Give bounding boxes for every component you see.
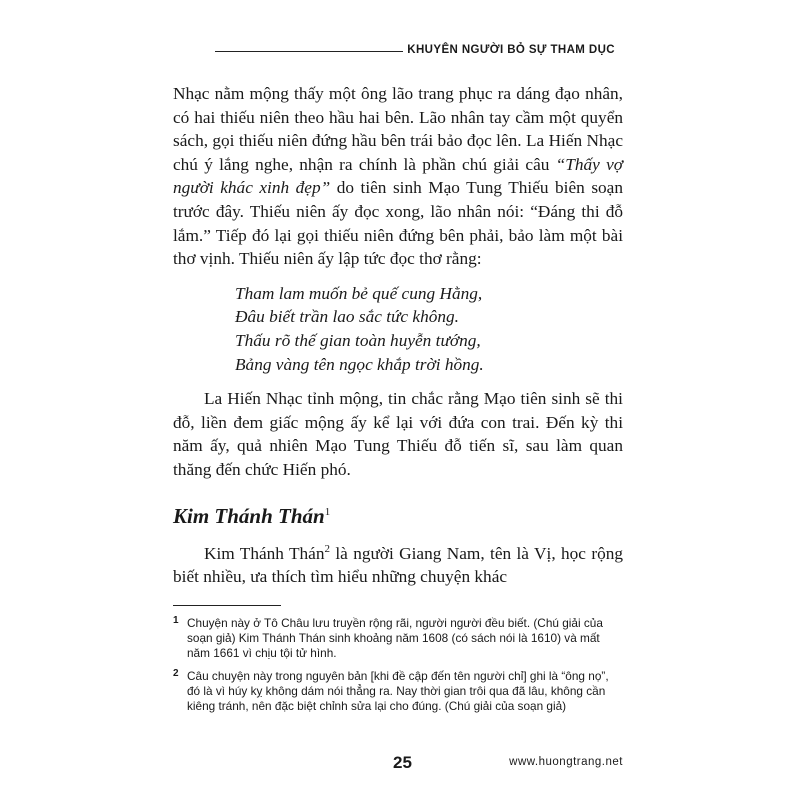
footnote-ref-2[interactable]: 2 bbox=[324, 542, 330, 555]
poem-line: Thấu rõ thế gian toàn huyễn tướng, bbox=[235, 330, 481, 350]
paragraph-1-end: do tiên sinh Mạo Tung Thiếu biên soạn trước đây. Thiếu niên ấy đọc xong, lão nhân nói: “Đáng thi đỗ lắm.” Tiếp đó lại gọi thiếu niên đứng bên phải, bảo làm một bài thơ vịnh. Thiếu niên ấy lập tức đọc thơ rằng: bbox=[173, 178, 623, 269]
paragraph-3-start: Kim Thánh Thán bbox=[204, 543, 325, 563]
poem-line: Bảng vàng tên ngọc khắp trời hồng. bbox=[235, 354, 484, 374]
site-url[interactable]: www.huongtrang.net bbox=[509, 756, 623, 768]
poem-line: Đâu biết trần lao sắc tức không. bbox=[235, 307, 459, 327]
running-header bbox=[215, 36, 615, 56]
paragraph-2: La Hiến Nhạc tỉnh mộng, tin chắc rằng Mạo tiên sinh sẽ thi đỗ, liền đem giấc mộng ấy kể lại với đứa con trai. Đến kỳ thi năm ấy, quả nhiên Mạo Tung Thiếu đỗ tiến sĩ, sau làm quan thăng đến chức Hiến phó. bbox=[173, 389, 623, 479]
footnote-number: 1 bbox=[173, 615, 179, 626]
footnote-text: Câu chuyện này trong nguyên bản [khi đề cập đến tên người chỉ] ghi là “ông nọ”, đó là vì húy kỵ không dám nói thẳng ra. Nay thời gian trôi qua đã lâu, không cần kiêng tránh, nên đặc biệt chỉnh sửa lại cho đúng. (Chú giải của soạn giả) bbox=[187, 669, 609, 713]
footnote-ref-1[interactable]: 1 bbox=[324, 505, 331, 518]
running-title: KHUYÊN NGƯỜI BỎ SỰ THAM DỤC bbox=[407, 44, 615, 56]
page-footer bbox=[173, 753, 623, 777]
poem-line: Tham lam muốn bẻ quế cung Hằng, bbox=[235, 283, 483, 303]
footnotes bbox=[173, 616, 623, 722]
footnote-text: Chuyện này ở Tô Châu lưu truyền rộng rãi, người người đều biết. (Chú giải của soạn giả) Kim Thánh Thán sinh khoảng năm 1608 (có sách nói là 1610) và mất năm 1661 vì chịu tội tử hình. bbox=[187, 616, 603, 660]
section-heading-text: Kim Thánh Thán bbox=[173, 503, 325, 528]
quoted-phrase: “Thấy vợ người khác xinh đẹp” bbox=[173, 154, 623, 198]
paragraph-1 bbox=[173, 82, 623, 271]
poem bbox=[235, 282, 623, 376]
section-heading bbox=[173, 502, 623, 530]
paragraph-1-start: Nhạc nằm mộng thấy một ông lão trang phục ra dáng đạo nhân, có hai thiếu niên theo hầu hai bên. Lão nhân tay cầm một quyển sách, gọi thiếu niên đứng hầu bên trái bảo đọc lên. La Hiến Nhạc chú ý lắng nghe, nhận ra chính là phần chú giải câu bbox=[173, 84, 623, 174]
body-text bbox=[173, 82, 623, 589]
footnote-2 bbox=[173, 669, 623, 714]
footnote-number: 2 bbox=[173, 668, 179, 679]
paragraph-3 bbox=[173, 542, 623, 589]
paragraph-3-rest: là người Giang Nam, tên là Vị, học rộng biết nhiều, ưa thích tìm hiểu những chuyện khác bbox=[173, 543, 623, 587]
footnote-rule bbox=[173, 605, 281, 606]
page-number: 25 bbox=[393, 753, 412, 772]
header-rule bbox=[215, 51, 403, 52]
footnote-1 bbox=[173, 616, 623, 661]
spacer bbox=[173, 482, 623, 502]
